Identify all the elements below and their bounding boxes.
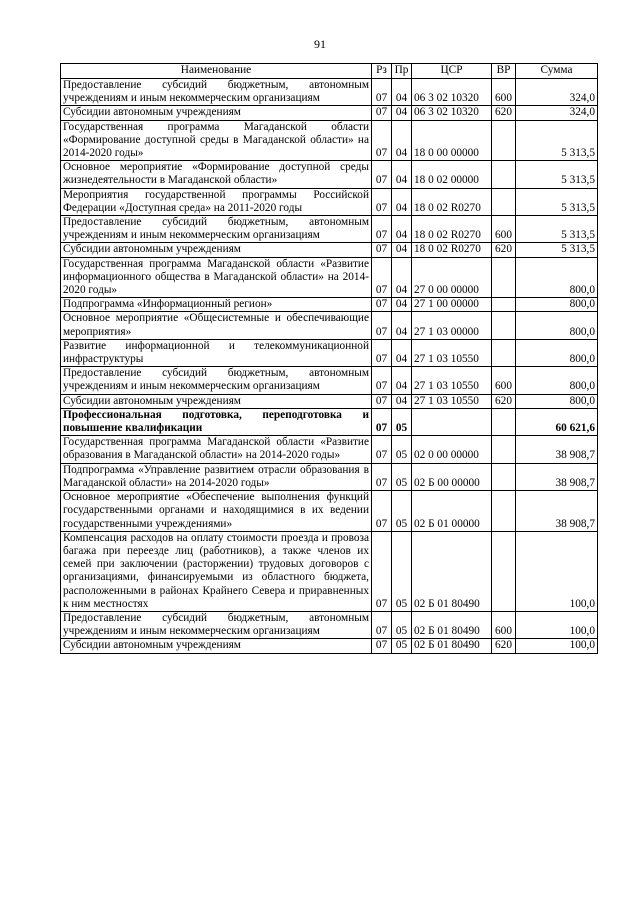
table-row <box>61 312 598 339</box>
row-csr: 18 0 02 00000 <box>412 161 492 188</box>
row-name: Профессиональная подготовка, переподготовка и повышение квалификации <box>61 408 372 435</box>
row-rz: 07 <box>372 312 392 339</box>
row-vr <box>492 436 516 463</box>
header-csr: ЦСР <box>412 64 492 79</box>
row-sum: 60 621,6 <box>516 408 598 435</box>
table-row <box>61 639 598 653</box>
row-rz: 07 <box>372 298 392 312</box>
row-csr: 02 Б 01 00000 <box>412 491 492 532</box>
row-sum: 38 908,7 <box>516 491 598 532</box>
row-vr: 600 <box>492 216 516 243</box>
row-name: Предоставление субсидий бюджетным, автономным учреждениям и иным некоммерческим организациям <box>61 216 372 243</box>
row-sum: 38 908,7 <box>516 463 598 490</box>
header-sum: Сумма <box>516 64 598 79</box>
row-csr: 02 Б 01 80490 <box>412 639 492 653</box>
row-vr: 600 <box>492 367 516 394</box>
row-vr <box>492 188 516 215</box>
row-vr: 620 <box>492 394 516 408</box>
row-vr: 620 <box>492 106 516 120</box>
table-row <box>61 408 598 435</box>
table-row <box>61 106 598 120</box>
table-row <box>61 79 598 106</box>
row-pr: 05 <box>392 531 412 611</box>
row-csr: 02 Б 01 80490 <box>412 611 492 638</box>
row-name: Основное мероприятие «Обеспечение выполнения функций государственными органами и находящимися в их ведении государственными учреждениями» <box>61 491 372 532</box>
row-pr: 04 <box>392 106 412 120</box>
table-row <box>61 611 598 638</box>
row-name: Государственная программа Магаданской области «Развитие образования в Магаданской области» на 2014-2020 годы» <box>61 436 372 463</box>
row-name: Основное мероприятие «Формирование доступной среды жизнедеятельности в Магаданской области» <box>61 161 372 188</box>
row-csr <box>412 408 492 435</box>
row-csr: 06 3 02 10320 <box>412 106 492 120</box>
row-rz: 07 <box>372 611 392 638</box>
row-sum: 100,0 <box>516 611 598 638</box>
row-pr: 04 <box>392 367 412 394</box>
row-rz: 07 <box>372 463 392 490</box>
row-vr: 620 <box>492 243 516 257</box>
row-rz: 07 <box>372 436 392 463</box>
row-vr: 600 <box>492 79 516 106</box>
table-row <box>61 339 598 366</box>
row-pr: 04 <box>392 188 412 215</box>
row-vr <box>492 408 516 435</box>
row-csr: 18 0 02 R0270 <box>412 243 492 257</box>
row-pr: 04 <box>392 120 412 161</box>
table-row <box>61 298 598 312</box>
row-csr: 18 0 02 R0270 <box>412 216 492 243</box>
row-csr: 27 1 03 00000 <box>412 312 492 339</box>
row-name: Субсидии автономным учреждениям <box>61 639 372 653</box>
row-pr: 04 <box>392 216 412 243</box>
row-name: Подпрограмма «Управление развитием отрасли образования в Магаданской области» на 2014-2020 годы» <box>61 463 372 490</box>
table-row <box>61 120 598 161</box>
row-name: Субсидии автономным учреждениям <box>61 394 372 408</box>
table-row <box>61 531 598 611</box>
row-rz: 07 <box>372 188 392 215</box>
row-pr: 05 <box>392 436 412 463</box>
row-vr <box>492 312 516 339</box>
table-row <box>61 188 598 215</box>
table-row <box>61 216 598 243</box>
row-name: Субсидии автономным учреждениям <box>61 243 372 257</box>
row-sum: 800,0 <box>516 367 598 394</box>
row-sum: 100,0 <box>516 531 598 611</box>
row-pr: 04 <box>392 298 412 312</box>
row-rz: 07 <box>372 216 392 243</box>
row-csr: 06 3 02 10320 <box>412 79 492 106</box>
row-vr <box>492 491 516 532</box>
row-vr <box>492 257 516 298</box>
table-header-row <box>61 64 598 79</box>
row-vr <box>492 339 516 366</box>
row-rz: 07 <box>372 639 392 653</box>
row-rz: 07 <box>372 339 392 366</box>
row-vr <box>492 120 516 161</box>
row-pr: 04 <box>392 79 412 106</box>
row-name: Мероприятия государственной программы Российской Федерации «Доступная среда» на 2011-2020 годы <box>61 188 372 215</box>
row-vr: 600 <box>492 611 516 638</box>
row-csr: 27 1 00 00000 <box>412 298 492 312</box>
page-number: 91 <box>314 37 326 51</box>
row-rz: 07 <box>372 408 392 435</box>
row-name: Государственная программа Магаданской области «Развитие информационного общества в Магаданской области» на 2014-2020 годы» <box>61 257 372 298</box>
row-name: Компенсация расходов на оплату стоимости проезда и провоза багажа при переезде лиц (работников), а также членов их семей при заключении (расторжении) трудовых договоров с организациями, финансируемыми из областного бюджета, расположенными в районах Крайнего Севера и приравненных к ним местностях <box>61 531 372 611</box>
row-rz: 07 <box>372 161 392 188</box>
row-pr: 05 <box>392 408 412 435</box>
header-pr: Пр <box>392 64 412 79</box>
table-row <box>61 491 598 532</box>
header-vr: ВР <box>492 64 516 79</box>
row-rz: 07 <box>372 106 392 120</box>
row-vr <box>492 531 516 611</box>
row-pr: 05 <box>392 463 412 490</box>
row-rz: 07 <box>372 367 392 394</box>
row-vr <box>492 463 516 490</box>
row-sum: 5 313,5 <box>516 188 598 215</box>
row-name: Государственная программа Магаданской области «Формирование доступной среды в Магаданской области» на 2014-2020 годы» <box>61 120 372 161</box>
table-row <box>61 394 598 408</box>
row-pr: 04 <box>392 312 412 339</box>
row-rz: 07 <box>372 491 392 532</box>
row-name: Предоставление субсидий бюджетным, автономным учреждениям и иным некоммерческим организациям <box>61 79 372 106</box>
row-sum: 5 313,5 <box>516 243 598 257</box>
row-name: Основное мероприятие «Общесистемные и обеспечивающие мероприятия» <box>61 312 372 339</box>
header-rz: Рз <box>372 64 392 79</box>
row-pr: 04 <box>392 394 412 408</box>
row-vr <box>492 161 516 188</box>
row-vr <box>492 298 516 312</box>
budget-table <box>60 63 598 654</box>
row-sum: 800,0 <box>516 257 598 298</box>
row-sum: 324,0 <box>516 106 598 120</box>
row-pr: 05 <box>392 611 412 638</box>
row-rz: 07 <box>372 79 392 106</box>
row-csr: 27 1 03 10550 <box>412 367 492 394</box>
row-csr: 02 Б 01 80490 <box>412 531 492 611</box>
row-rz: 07 <box>372 120 392 161</box>
row-sum: 800,0 <box>516 339 598 366</box>
row-rz: 07 <box>372 257 392 298</box>
row-sum: 5 313,5 <box>516 120 598 161</box>
row-sum: 100,0 <box>516 639 598 653</box>
row-sum: 324,0 <box>516 79 598 106</box>
row-sum: 5 313,5 <box>516 216 598 243</box>
row-pr: 05 <box>392 639 412 653</box>
row-pr: 04 <box>392 243 412 257</box>
row-csr: 18 0 00 00000 <box>412 120 492 161</box>
row-sum: 800,0 <box>516 394 598 408</box>
row-name: Предоставление субсидий бюджетным, автономным учреждениям и иным некоммерческим организациям <box>61 367 372 394</box>
row-csr: 27 1 03 10550 <box>412 394 492 408</box>
table-row <box>61 367 598 394</box>
row-csr: 27 0 00 00000 <box>412 257 492 298</box>
row-sum: 800,0 <box>516 298 598 312</box>
row-sum: 5 313,5 <box>516 161 598 188</box>
table-row <box>61 161 598 188</box>
row-csr: 02 Б 00 00000 <box>412 463 492 490</box>
row-pr: 04 <box>392 339 412 366</box>
table-row <box>61 243 598 257</box>
row-csr: 18 0 02 R0270 <box>412 188 492 215</box>
table-row <box>61 436 598 463</box>
table-row <box>61 463 598 490</box>
table-row <box>61 257 598 298</box>
row-rz: 07 <box>372 394 392 408</box>
row-sum: 800,0 <box>516 312 598 339</box>
row-pr: 04 <box>392 257 412 298</box>
row-csr: 27 1 03 10550 <box>412 339 492 366</box>
row-name: Развитие информационной и телекоммуникационной инфраструктуры <box>61 339 372 366</box>
row-rz: 07 <box>372 531 392 611</box>
row-rz: 07 <box>372 243 392 257</box>
row-vr: 620 <box>492 639 516 653</box>
row-pr: 05 <box>392 491 412 532</box>
row-name: Подпрограмма «Информационный регион» <box>61 298 372 312</box>
header-name: Наименование <box>61 64 372 79</box>
row-pr: 04 <box>392 161 412 188</box>
row-sum: 38 908,7 <box>516 436 598 463</box>
row-name: Предоставление субсидий бюджетным, автономным учреждениям и иным некоммерческим организациям <box>61 611 372 638</box>
row-csr: 02 0 00 00000 <box>412 436 492 463</box>
row-name: Субсидии автономным учреждениям <box>61 106 372 120</box>
table-body <box>61 79 598 654</box>
